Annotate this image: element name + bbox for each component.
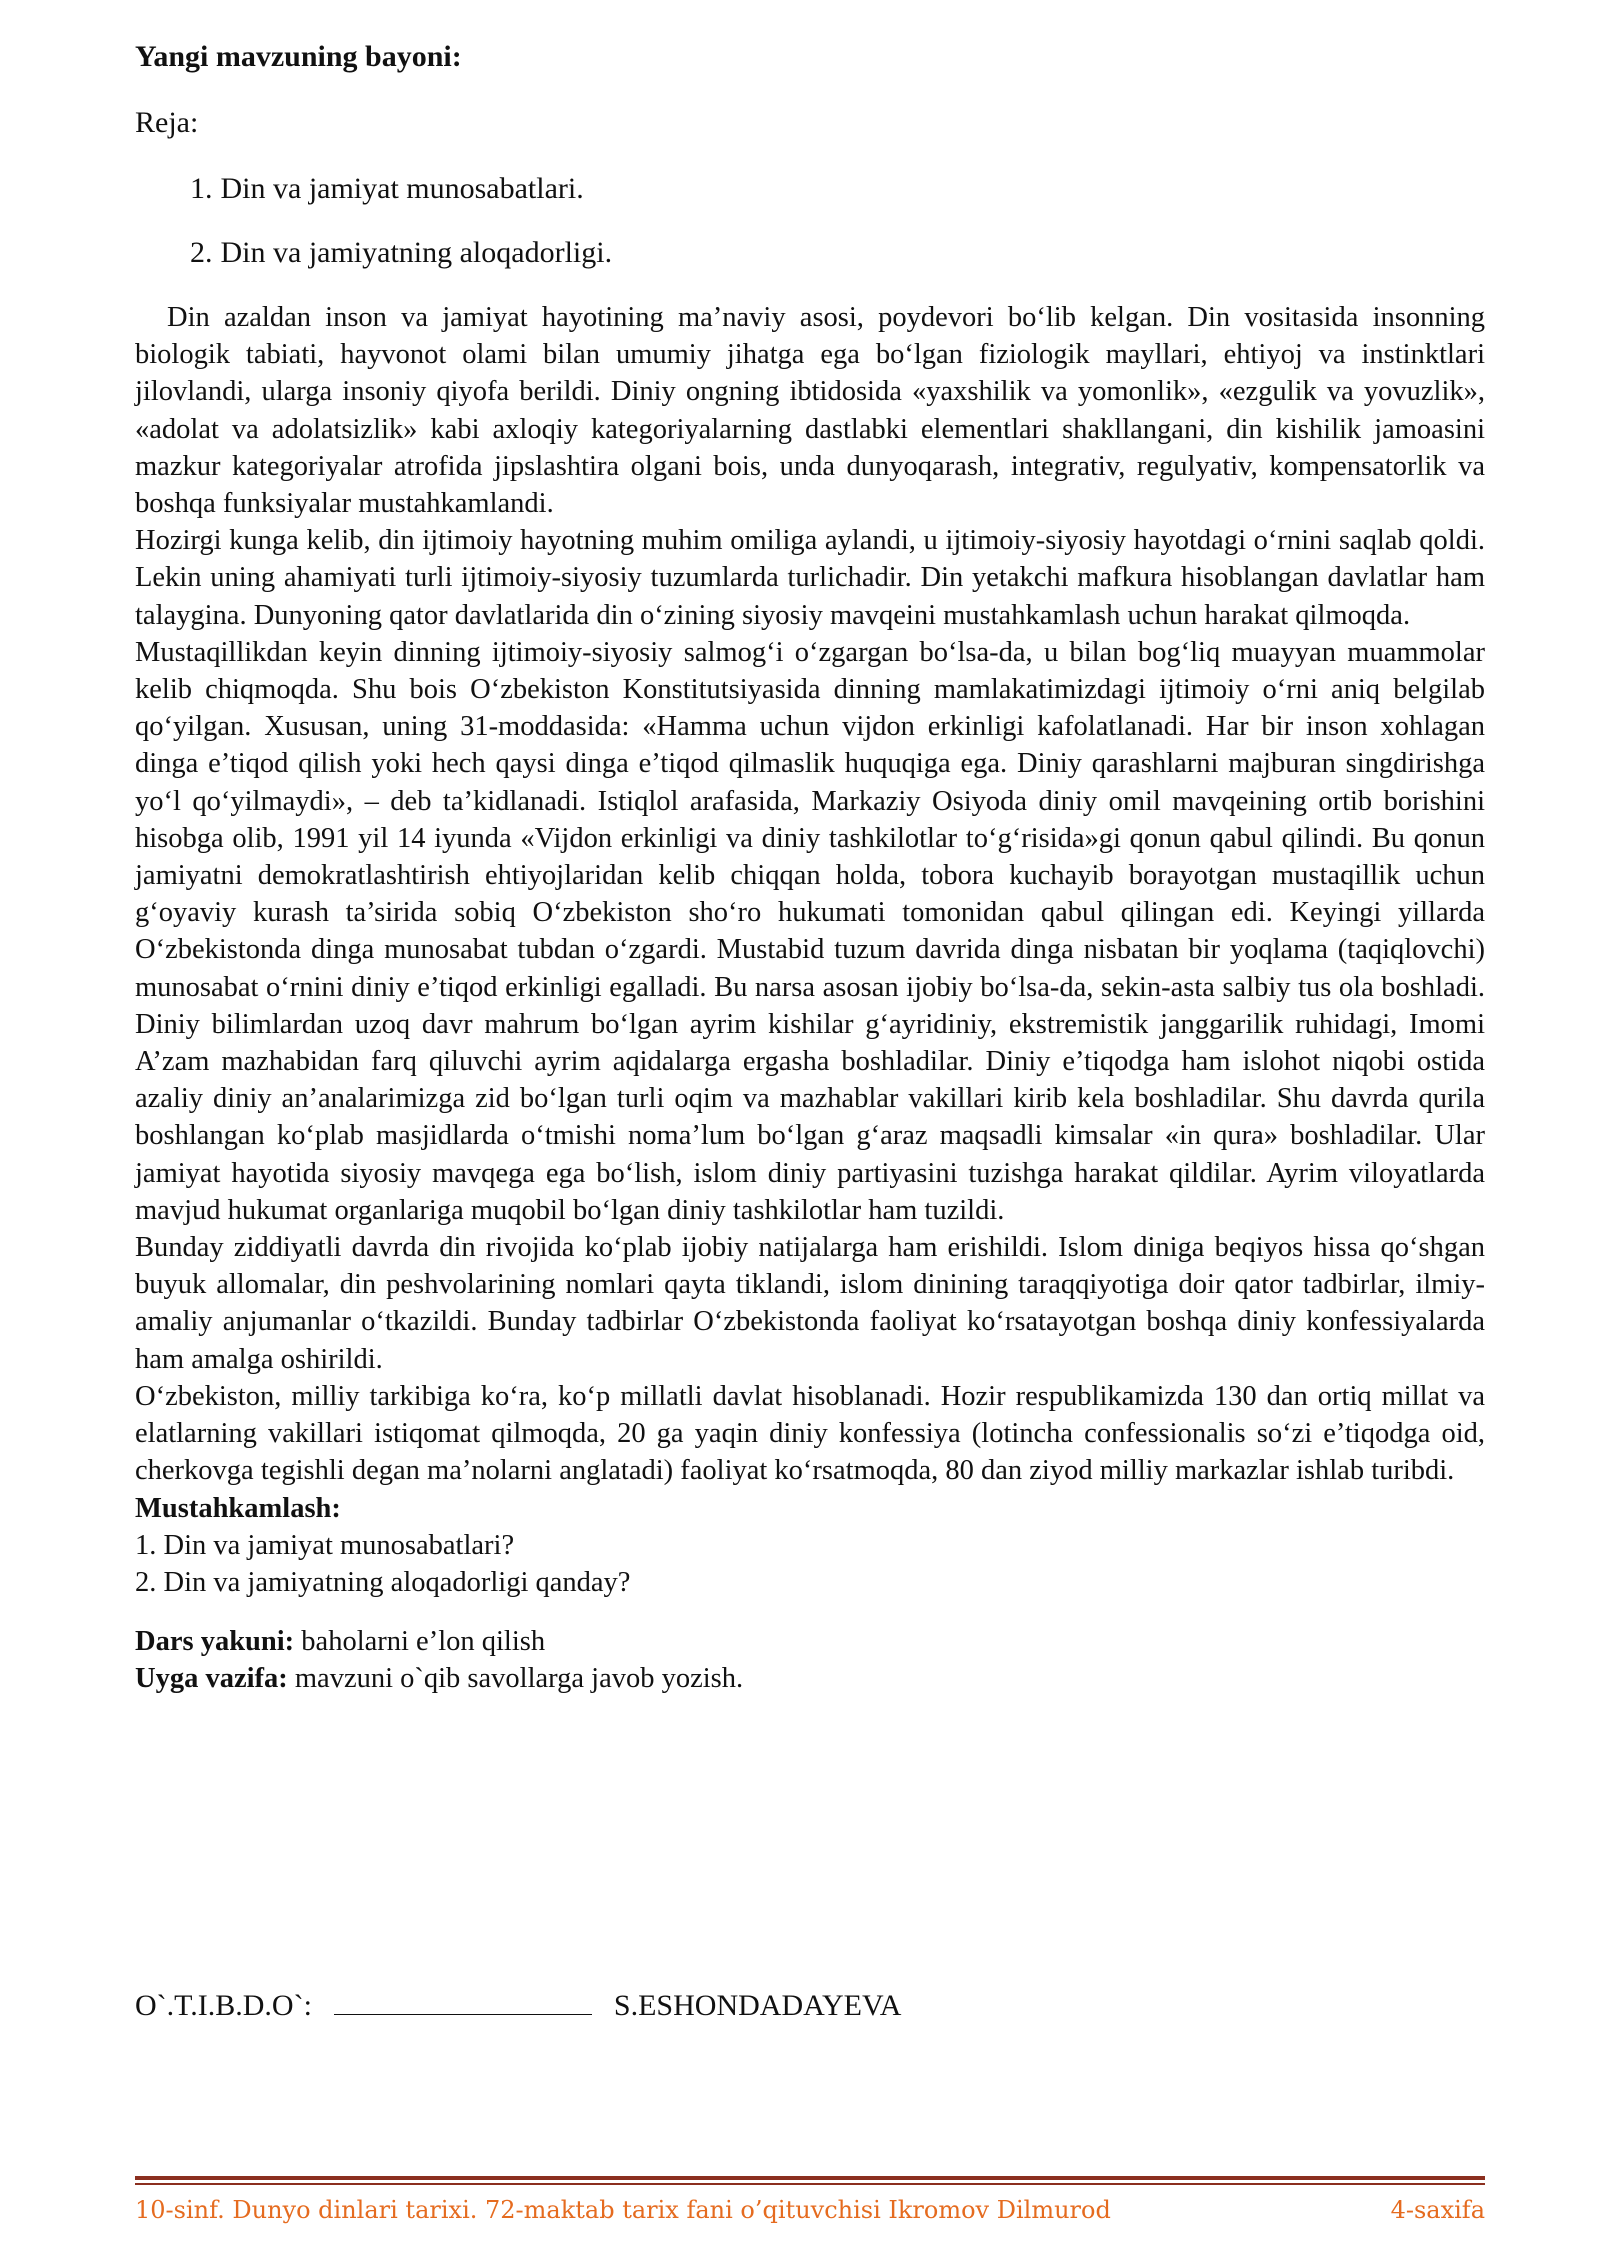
plan-item-text: Din va jamiyatning aloqadorligi. xyxy=(220,236,613,269)
homework-text: mavzuni o`qib savollarga javob yozish. xyxy=(287,1663,744,1695)
signature-line xyxy=(334,1988,592,2015)
plan-item xyxy=(190,236,612,270)
plan-item-number: 1. xyxy=(190,172,213,205)
footer-divider xyxy=(135,2183,1485,2185)
signature-name: S.ESHONDADAYEVA xyxy=(613,1989,902,2022)
homework-label: Uyga vazifa: xyxy=(135,1663,288,1695)
body-paragraph: Hozirgi kunga kelib, din ijtimoiy hayotning muhim omiliga aylandi, u ijtimoiy-siyosiy hayotdagi o‘rnini saqlab qoldi. Lekin uning ahamiyati turli ijtimoiy-siyosiy tuzumlarda turlichadir. Din yetakchi mafkura hisoblangan davlatlar ham talaygina. Dunyoning qator davlatlarida din o‘zining siyosiy mavqeini mustahkamlash uchun harakat qilmoqda. xyxy=(135,525,1485,631)
plan-item xyxy=(190,172,584,206)
body-paragraph: Mustaqillikdan keyin dinning ijtimoiy-siyosiy salmog‘i o‘zgargan bo‘lsa-da, u bilan bog‘liq muayyan muammolar kelib chiqmoqda. Shu bois O‘zbekiston Konstitutsiyasida dinning mamlakatimizdagi ijtimoiy o‘rni aniq belgilab qo‘yilgan. Xususan, uning 31-moddasida: «Hamma uchun vijdon erkinligi kafolatlanadi. Har bir inson xohlagan dinga e’tiqod qilish yoki hech qaysi dinga e’tiqod qilmaslik huquqiga ega. Diniy qarashlarni majburan singdirishga yo‘l qo‘yilmaydi», – deb ta’kidlanadi. Istiqlol arafasida, Markaziy Osiyoda diniy omil mavqeining ortib borishini hisobga olib, 1991 yil 14 iyunda «Vijdon erkinligi va diniy tashkilotlar to‘g‘risida»gi qonun qabul qilindi. Bu qonun jamiyatni demokratlashtirish ehtiyojlaridan kelib chiqqan holda, tobora kuchayib borayotgan mustaqillik uchun g‘oyaviy kurash ta’sirida sobiq O‘zbekiston sho‘ro hukumati tomonidan qabul qilingan edi. Keyingi yillarda O‘zbekistonda dinga munosabat tubdan o‘zgardi. Mustabid tuzum davrida dinga nisbatan bir yoqlama (taqiqlovchi) munosabat o‘rnini diniy e’tiqod erkinligi egalladi. Bu narsa asosan ijobiy bo‘lsa-da, sekin-asta salbiy tus ola boshladi. Diniy bilimlardan uzoq davr mahrum bo‘lgan ayrim kishilar g‘ayridiniy, ekstremistik janggarilik ruhidagi, Imomi A’zam mazhabidan farq qiluvchi ayrim aqidalarga ergasha boshladilar. Diniy e’tiqodga ham islohot niqobi ostida azaliy diniy an’analarimizga zid bo‘lgan turli oqim va mazhablar vakillari kirib kela boshladilar. Shu davrda qurila boshlangan ko‘plab masjidlarda o‘tmishi noma’lum bo‘lgan g‘araz maqsadli kimsalar «in qura» boshladilar. Ular jamiyat hayotida siyosiy mavqega ega bo‘lish, islom diniy partiyasini tuzishga harakat qildilar. Ayrim viloyatlarda mavjud hukumat organlariga muqobil bo‘lgan diniy tashkilotlar ham tuzildi. xyxy=(135,636,1485,1226)
reinforcement-question: 2. Din va jamiyatning aloqadorligi qanday? xyxy=(135,1566,631,1598)
homework xyxy=(135,1660,1485,1697)
plan-item-number: 2. xyxy=(190,236,213,269)
body-paragraph: O‘zbekiston, milliy tarkibiga ko‘ra, ko‘p millatli davlat hisoblanadi. Hozir respublikamizda 130 dan ortiq millat va elatlarning vakillari istiqomat qilmoqda, 20 ga yaqin diniy konfessiya (lotincha confessionalis so‘zi e’tiqodga oid, cherkovga tegishli degan ma’nolarni anglatadi) faoliyat ko‘rsatmoqda, 80 dan ziyod milliy markazlar ishlab turibdi. xyxy=(135,1380,1485,1487)
lesson-heading: Yangi mavzuning bayoni: xyxy=(135,40,462,73)
signature-label: O`.T.I.B.D.O`: xyxy=(135,1989,312,2022)
plan-item-text: Din va jamiyat munosabatlari. xyxy=(220,172,584,205)
body-paragraph: Din azaldan inson va jamiyat hayotining ma’naviy asosi, poydevori bo‘lib kelgan. Din vositasida insonning biologik tabiati, hayvonot olami bilan umumiy jihatga ega bo‘lgan fiziologik mayllari, ehtiyoj va instinktlari jilovlandi, ularga insoniy qiyofa berildi. Diniy ongning ibtidosida «yaxshilik va yomonlik», «ezgulik va yovuzlik», «adolat va adolatsizlik» kabi axloqiy kategoriyalarning dastlabki elementlari shakllangani, din kishilik jamoasini mazkur kategoriyalar atrofida jipslashtira olgani bois, unda dunyoqarash, integrativ, regulyativ, kompensatorlik va boshqa funksiyalar mustahkamlandi. xyxy=(135,302,1485,520)
lesson-body xyxy=(135,299,1485,1698)
reinforcement-heading: Mustahkamlash: xyxy=(135,1492,341,1524)
page-number: 4-saxifa xyxy=(1390,2196,1485,2224)
body-paragraph: Bunday ziddiyatli davrda din rivojida ko‘plab ijobiy natijalarga ham erishildi. Islom diniga beqiyos hissa qo‘shgan buyuk allomalar, din peshvolarining nomlari qayta tiklandi, islom dinining taraqqiyotiga doir qator tadbirlar, ilmiy-amaliy anjumanlar o‘tkazildi. Bunday tadbirlar O‘zbekistonda faoliyat ko‘rsatayotgan boshqa diniy konfessiyalarda ham amalga oshirildi. xyxy=(135,1232,1485,1375)
lesson-summary-text: baholarni e’lon qilish xyxy=(294,1626,546,1658)
footer-course-info: 10-sinf. Dunyo dinlari tarixi. 72-maktab tarix fani o’qituvchisi Ikromov Dilmurod xyxy=(135,2196,1111,2224)
lesson-summary xyxy=(135,1623,1485,1660)
lesson-summary-label: Dars yakuni: xyxy=(135,1626,295,1658)
footer-divider xyxy=(135,2176,1485,2180)
plan-label: Reja: xyxy=(135,106,199,139)
reinforcement-question: 1. Din va jamiyat munosabatlari? xyxy=(135,1529,515,1561)
signature-row xyxy=(135,1988,901,2023)
